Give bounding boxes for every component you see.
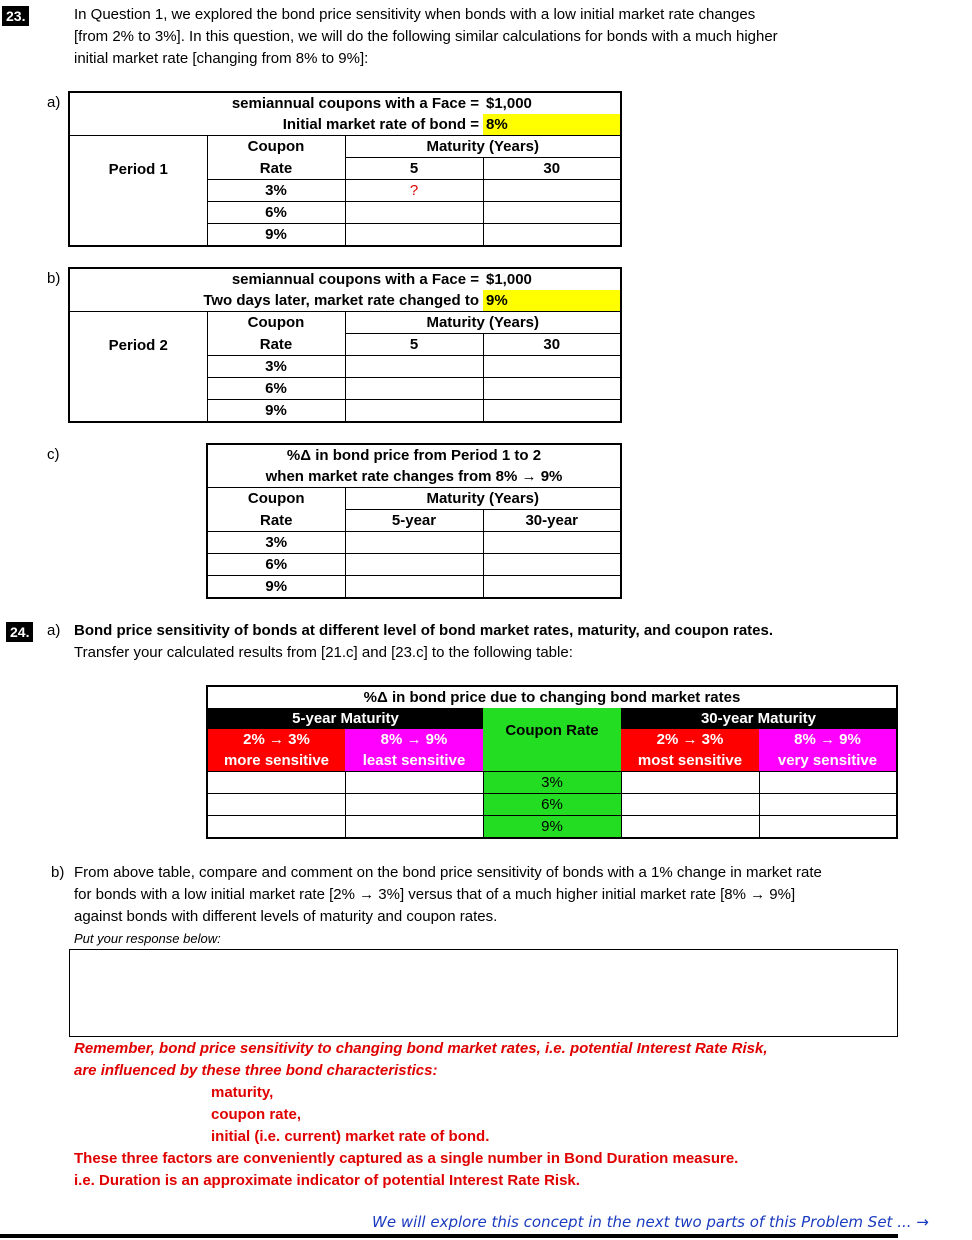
- table-23c: [206, 443, 622, 599]
- coupon-rate-cell: 6%: [265, 380, 287, 397]
- coupon-header: Coupon: [247, 490, 305, 508]
- coupon-rate-cell: 6%: [265, 204, 287, 221]
- duration-summary: [74, 1148, 738, 1192]
- q24-part-b-text: [74, 862, 954, 928]
- rate-change-2-3-five: 2% → 3%: [207, 729, 345, 750]
- answer-cell[interactable]: [345, 532, 483, 554]
- answer-cell[interactable]: [483, 224, 621, 247]
- change-title-line2: when market rate changes from 8% → 9%: [265, 468, 563, 485]
- table-23b: [68, 267, 622, 423]
- rate-change-8-9-thirty: 8% → 9%: [759, 729, 897, 750]
- rate-change-2-3-thirty: 2% → 3%: [621, 729, 759, 750]
- summary-line: i.e. Duration is an approximate indicator of potential Interest Rate Risk.: [74, 1172, 580, 1189]
- face-value: $1,000: [486, 271, 532, 288]
- intro-line: In Question 1, we explored the bond price sensitivity when bonds with a low initial market rate changes: [74, 6, 756, 23]
- rate-change-8-9-five: 8% → 9%: [345, 729, 483, 750]
- face-label: semiannual coupons with a Face =: [231, 271, 479, 288]
- maturity-30: 30: [483, 334, 621, 356]
- q24-part-a-title: Bond price sensitivity of bonds at different level of bond market rates, maturity, and coupon rates.: [74, 622, 774, 639]
- answer-cell[interactable]: [345, 356, 483, 378]
- part-b-line: for bonds with a low initial market rate [2% → 3%] versus that of a much higher initial market rate [8% → 9%]: [74, 886, 796, 903]
- part-b-line: From above table, compare and comment on the bond price sensitivity of bonds with a 1% change in market rate: [74, 864, 822, 881]
- period-label: Period 1: [69, 136, 207, 247]
- coupon-header: Coupon: [247, 138, 305, 156]
- answer-cell[interactable]: [207, 794, 345, 816]
- face-value: $1,000: [486, 95, 532, 112]
- answer-cell[interactable]: [621, 816, 759, 839]
- answer-cell[interactable]: [483, 356, 621, 378]
- answer-cell[interactable]: [345, 794, 483, 816]
- summary-line: These three factors are conveniently captured as a single number in Bond Duration measure.: [74, 1150, 739, 1167]
- bottom-rule: [0, 1234, 898, 1238]
- question-23-intro: [74, 4, 954, 70]
- rate-header: Rate: [259, 511, 293, 529]
- question-24-number: 24.: [6, 622, 33, 642]
- q24-part-a-label: a): [47, 622, 61, 639]
- maturity-header: Maturity (Years): [345, 136, 621, 158]
- market-rate-label: Initial market rate of bond =: [282, 116, 479, 133]
- answer-cell[interactable]: [345, 816, 483, 839]
- maturity-30-year: 30-year: [483, 510, 621, 532]
- maturity-header: Maturity (Years): [345, 312, 621, 334]
- table-24a: [206, 685, 898, 839]
- factor-maturity: maturity,: [211, 1084, 274, 1101]
- face-label: semiannual coupons with a Face =: [231, 95, 479, 112]
- factor-coupon-rate: coupon rate,: [211, 1106, 302, 1123]
- factor-list: [211, 1082, 489, 1148]
- answer-cell[interactable]: [207, 772, 345, 794]
- answer-cell[interactable]: [759, 794, 897, 816]
- response-label: Put your response below:: [74, 931, 221, 946]
- part-b-label: b): [47, 270, 61, 287]
- answer-cell[interactable]: [345, 224, 483, 247]
- sensitivity-very: very sensitive: [759, 750, 897, 772]
- remember-line: are influenced by these three bond characteristics:: [74, 1062, 438, 1079]
- sensitivity-more: more sensitive: [207, 750, 345, 772]
- coupon-rate-cell: 3%: [265, 358, 287, 375]
- answer-cell[interactable]: [207, 816, 345, 839]
- market-rate-label: Two days later, market rate changed to: [203, 292, 479, 309]
- part-a-label: a): [47, 94, 61, 111]
- answer-cell[interactable]: [345, 202, 483, 224]
- answer-cell[interactable]: [345, 400, 483, 423]
- intro-line: [from 2% to 3%]. In this question, we will do the following similar calculations for bonds with a much higher: [74, 28, 778, 45]
- answer-cell[interactable]: [621, 794, 759, 816]
- response-box[interactable]: [69, 949, 898, 1037]
- sensitivity-most: most sensitive: [621, 750, 759, 772]
- part-b-line: against bonds with different levels of maturity and coupon rates.: [74, 908, 498, 925]
- q24-part-b-label: b): [51, 864, 65, 881]
- factor-market-rate: initial (i.e. current) market rate of bond.: [211, 1128, 490, 1145]
- answer-cell[interactable]: [483, 576, 621, 599]
- answer-cell[interactable]: [345, 772, 483, 794]
- coupon-header: Coupon: [247, 314, 305, 332]
- answer-cell[interactable]: [483, 378, 621, 400]
- thirty-year-maturity-header: 30-year Maturity: [621, 708, 897, 729]
- answer-cell[interactable]: [483, 532, 621, 554]
- rate-header: Rate: [259, 159, 293, 177]
- coupon-rate-cell: 9%: [265, 578, 288, 595]
- period-label: Period 2: [69, 312, 207, 423]
- answer-cell[interactable]: [759, 816, 897, 839]
- coupon-rate-header: Coupon Rate: [483, 708, 621, 772]
- coupon-rate-cell: 3%: [265, 182, 287, 199]
- answer-cell[interactable]: [345, 554, 483, 576]
- remember-note: [74, 1038, 768, 1082]
- coupon-rate-cell: 9%: [265, 226, 287, 243]
- market-rate-value: 8%: [483, 114, 621, 136]
- sensitivity-least: least sensitive: [345, 750, 483, 772]
- change-title-line1: %Δ in bond price from Period 1 to 2: [286, 447, 542, 464]
- remember-line: Remember, bond price sensitivity to changing bond market rates, i.e. potential Interest Rate Risk,: [74, 1040, 768, 1057]
- answer-cell[interactable]: [759, 772, 897, 794]
- answer-cell[interactable]: [483, 400, 621, 423]
- answer-cell[interactable]: [483, 202, 621, 224]
- part-c-label: c): [47, 446, 60, 463]
- coupon-rate-cell: 3%: [265, 534, 288, 551]
- maturity-5-year: 5-year: [345, 510, 483, 532]
- market-rate-value: 9%: [483, 290, 621, 312]
- answer-cell[interactable]: [345, 576, 483, 599]
- sensitivity-table-title: %Δ in bond price due to changing bond market rates: [363, 689, 741, 706]
- rate-header: Rate: [259, 335, 293, 353]
- coupon-rate-cell: 6%: [483, 794, 621, 816]
- answer-cell[interactable]: [621, 772, 759, 794]
- maturity-header: Maturity (Years): [345, 488, 621, 510]
- q24-part-a-instruction: Transfer your calculated results from [21.c] and [23.c] to the following table:: [74, 644, 573, 661]
- coupon-rate-cell: 6%: [265, 556, 288, 573]
- coupon-rate-cell: 9%: [483, 816, 621, 839]
- question-23-number: 23.: [2, 6, 29, 26]
- answer-cell[interactable]: [345, 378, 483, 400]
- question-mark: ?: [345, 180, 483, 202]
- coupon-rate-cell: 9%: [265, 402, 287, 419]
- next-parts-link[interactable]: We will explore this concept in the next two parts of this Problem Set ... →: [372, 1213, 929, 1231]
- five-year-maturity-header: 5-year Maturity: [207, 708, 483, 729]
- maturity-30: 30: [483, 158, 621, 180]
- coupon-rate-cell: 3%: [483, 772, 621, 794]
- maturity-5: 5: [345, 334, 483, 356]
- intro-line: initial market rate [changing from 8% to 9%]:: [74, 50, 369, 67]
- answer-cell[interactable]: [483, 554, 621, 576]
- answer-cell[interactable]: [483, 180, 621, 202]
- maturity-5: 5: [345, 158, 483, 180]
- table-23a: [68, 91, 622, 247]
